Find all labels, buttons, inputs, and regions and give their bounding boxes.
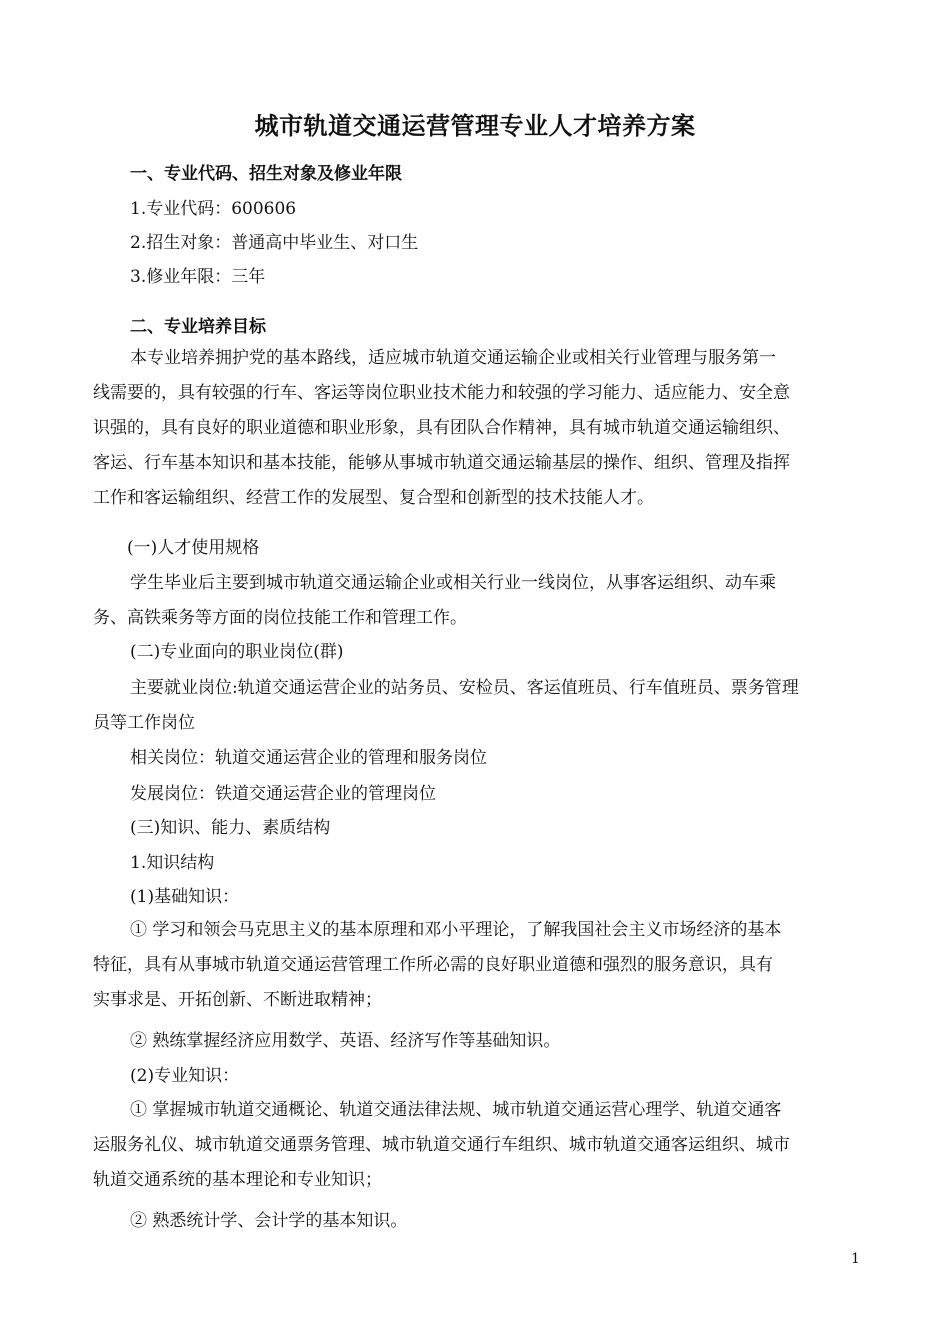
paragraph-line: 线需要的，具有较强的行车、客运等岗位职业技术能力和较强的学习能力、适应能力、安全意 <box>93 383 790 403</box>
paragraph-line: 客运、行车基本知识和基本技能，能够从事城市轨道交通运输基层的操作、组织、管理及指挥 <box>93 453 790 473</box>
paragraph-line: 特征，具有从事城市轨道交通运营管理工作所必需的良好职业道德和强烈的服务意识，具有 <box>93 955 773 975</box>
study-duration: 3.修业年限：三年 <box>130 267 266 287</box>
basic-knowledge-item-2: ② 熟练掌握经济应用数学、英语、经济写作等基础知识。 <box>130 1031 561 1051</box>
section-1-heading: 一、专业代码、招生对象及修业年限 <box>130 164 402 184</box>
professional-knowledge-item-1 <box>93 1093 863 1198</box>
professional-knowledge-heading: (2)专业知识： <box>130 1066 240 1086</box>
paragraph-line: 实事求是、开拓创新、不断进取精神； <box>93 990 382 1010</box>
main-posts-paragraph <box>93 671 863 741</box>
paragraph-line: ① 掌握城市轨道交通概论、轨道交通法律法规、城市轨道交通运营心理学、轨道交通客 <box>130 1100 782 1120</box>
document-title: 城市轨道交通运营管理专业人才培养方案 <box>254 112 696 140</box>
enrollment-target: 2.招生对象：普通高中毕业生、对口生 <box>130 233 419 253</box>
paragraph-line: 员等工作岗位 <box>93 713 195 733</box>
paragraph-line: 轨道交通系统的基本理论和专业知识； <box>93 1170 382 1190</box>
training-goal-paragraph <box>93 341 863 516</box>
paragraph-line: 本专业培养拥护党的基本路线，适应城市轨道交通运输企业或相关行业管理与服务第一 <box>130 348 776 368</box>
paragraph-line: 工作和客运输组织、经营工作的发展型、复合型和创新型的技术技能人才。 <box>93 488 654 508</box>
subsection-talent-specification: (一)人才使用规格 <box>127 538 260 558</box>
development-posts: 发展岗位：铁道交通运营企业的管理岗位 <box>130 784 436 804</box>
paragraph-line: ① 学习和领会马克思主义的基本原理和邓小平理论，了解我国社会主义市场经济的基本 <box>130 920 782 940</box>
major-code: 1.专业代码：600606 <box>130 199 297 219</box>
paragraph-line: 主要就业岗位:轨道交通运营企业的站务员、安检员、客运值班员、行车值班员、票务管理 <box>130 678 799 698</box>
related-posts: 相关岗位：轨道交通运营企业的管理和服务岗位 <box>130 748 487 768</box>
knowledge-structure-heading: 1.知识结构 <box>130 853 215 873</box>
basic-knowledge-item-1 <box>93 913 863 1018</box>
page-number: 1 <box>851 1251 860 1267</box>
subsection-knowledge-ability-quality: (三)知识、能力、素质结构 <box>130 818 331 838</box>
paragraph-line: 识强的，具有良好的职业道德和职业形象，具有团队合作精神，具有城市轨道交通运输组织、 <box>93 418 790 438</box>
paragraph-line: 学生毕业后主要到城市轨道交通运输企业或相关行业一线岗位，从事客运组织、动车乘 <box>130 573 776 593</box>
section-2-heading: 二、专业培养目标 <box>130 317 266 337</box>
paragraph-line: 运服务礼仪、城市轨道交通票务管理、城市轨道交通行车组织、城市轨道交通客运组织、城市 <box>93 1135 790 1155</box>
basic-knowledge-heading: (1)基础知识： <box>130 887 240 907</box>
talent-specification-paragraph <box>93 566 863 636</box>
subsection-job-positions: (二)专业面向的职业岗位(群) <box>130 642 344 662</box>
paragraph-line: 务、高铁乘务等方面的岗位技能工作和管理工作。 <box>93 608 467 628</box>
professional-knowledge-item-2: ② 熟悉统计学、会计学的基本知识。 <box>130 1211 408 1231</box>
